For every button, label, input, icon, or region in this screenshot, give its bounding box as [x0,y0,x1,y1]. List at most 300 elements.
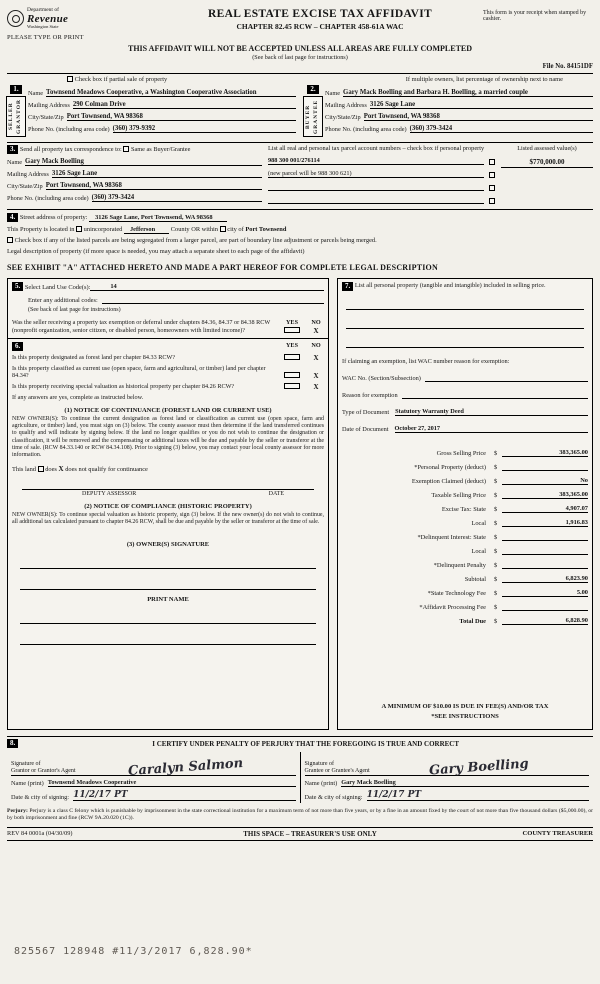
no-label-6: NO [311,341,321,349]
does-not-label: does not qualify for continuance [65,466,148,474]
corr-csz-row [7,182,262,190]
corr-address-row [7,170,262,178]
personal-property-line-3 [346,337,584,348]
q1-yes-checkbox [284,354,300,360]
owners-signature-block [12,535,324,645]
grantee-sig-label-1: Signature of [304,760,334,767]
unincorporated-label: unincorporated [83,226,123,234]
buyer-name-row [325,89,593,97]
fee-value [502,603,588,611]
fee-label: Gross Selling Price [436,450,486,458]
dollar-sign: $ [494,450,498,458]
segregated-row [7,237,593,244]
land-use-code-value: 14 [90,283,324,291]
fee-label: Exemption Claimed (deduct) [411,478,486,486]
seller-vertical-strip [6,96,25,137]
section8-badge: 8. [7,739,18,748]
revenue-logo [7,8,157,29]
forest-land-question [12,354,324,362]
parcel-row-2 [268,170,495,178]
section5-see-back: (See back of last page for instructions) [28,307,121,314]
parcel-row-1 [268,157,495,165]
parcel-numbers-column [268,145,495,204]
parcel-2-personal-checkbox [489,172,495,178]
rev-number: REV 84 0001a (04/30/09) [7,830,73,838]
grantee-sig-label-2: Grantee or Grantee's Agent [304,767,370,774]
current-use-question-text: Is this property classified as current use (open space, farm and agricultural, or timber) land per chapter 84.34? [12,364,266,380]
buyer-word: BUYER [305,104,312,129]
land-use-row [12,282,324,291]
notice2-body: NEW OWNER(S): To continue special valuation as historic property, sign (3) below. If the new owner(s) do not wish to continue, all additional tax calculated pursuant to chapter 84.26 RCW, shall be due and payable by the seller or transferor at the time of sale. [12,512,324,526]
tax-correspondence-section [7,142,593,204]
file-number: File No. 84151DF [542,63,593,70]
personal-property-line-2 [346,318,584,329]
parcel-number-4 [268,196,484,204]
doc-date-label: Date of Document [342,426,389,434]
assessed-value-header: Listed assessed value(s) [517,145,577,153]
corr-csz-label: City/State/Zip [7,183,43,191]
seller-csz-label: City/State/Zip [28,114,64,121]
fee-row-taxable [342,491,588,499]
buyer-csz-row [325,113,593,121]
street-address-label: Street address of property: [19,214,88,222]
q-yes-cell [284,327,300,335]
exemption-question-text: Was the seller receiving a property tax exemption or deferral under chapters 84.36, 84.37 or 84.38 RCW (nonprofit organization, senior citizen, or disabled person, homeowners with limited income)? [12,319,271,334]
dollar-sign: $ [494,604,498,612]
dollar-sign: $ [494,534,498,542]
dollar-sign: $ [494,464,498,472]
date-label: DATE [268,491,284,498]
q1-no-mark: X [313,353,319,362]
partial-sale-row [7,73,593,85]
city-checkbox [220,226,226,232]
personal-property-line-1 [346,299,584,310]
q3-no-mark: X [313,383,319,392]
fee-label: *Affidavit Processing Fee [419,604,486,612]
fee-row-tech-fee [342,589,588,597]
seller-side [7,85,25,137]
forest-land-cells [284,354,324,362]
land-use-section [7,278,329,339]
seller-name-label: Name [28,90,44,97]
perjury-paragraph [7,808,593,823]
section6-badge: 6. [12,342,23,351]
corr-phone-row [7,194,262,202]
doc-type-label: Type of Document [342,409,390,417]
grantee-signature: Gary Boelling [429,756,530,779]
fee-value: 383,365.00 [502,449,588,457]
doc-date-row [342,425,588,433]
fee-row-delinquent-state [342,533,588,541]
personal-property-note: List all personal property (tangible and intangible) included in selling price. [354,282,546,290]
seller-fields [25,85,296,137]
same-as-buyer-label: Same as Buyer/Grantee [130,146,191,154]
warning-line: THIS AFFIDAVIT WILL NOT BE ACCEPTED UNLESS ALL AREAS ARE FULLY COMPLETED [127,44,473,53]
owner-signature-line-1 [20,558,316,569]
continuance-line [12,465,324,473]
legal-description-note: Legal description of property (if more space is needed, you may attach a separate sheet to each page of the affidavit) [7,248,305,256]
parcel-header: List all real and personal tax parcel account numbers – check box if personal property [268,145,485,153]
doc-type-row [342,408,588,416]
seller-name-row [28,89,296,97]
header-center [157,8,483,31]
grantee-date-value: 11/2/17 PT [367,790,589,801]
fee-value: 1,916.83 [502,519,588,527]
seller-address-value: 290 Colman Drive [73,101,296,109]
yes-label: YES [285,319,299,327]
form-chapter: CHAPTER 82.45 RCW – CHAPTER 458-61A WAC [236,22,404,31]
grantor-word: GRANTOR [16,99,22,135]
does-not-mark: X [58,465,64,474]
dollar-sign: $ [494,562,498,570]
print-name-line-1 [20,613,316,624]
q2-yes-cell [284,372,300,380]
buyer-name-label: Name [325,90,341,97]
fee-row-total-due [342,617,588,625]
grantor-date-label: Date & city of signing: [11,794,70,802]
street-address-section [7,209,593,255]
dollar-sign: $ [494,576,498,584]
minimum-due-note [342,694,588,726]
seller-address-row [28,101,296,109]
q2-yes-checkbox [284,372,300,378]
fee-label: Taxable Selling Price [431,492,486,500]
fee-label: Local [471,520,486,528]
logo-text [27,8,68,29]
buyer-section [304,85,593,137]
fee-row-personal [342,463,588,471]
q2-no-mark: X [313,372,319,381]
land-use-label: Select Land Use Code(s): [24,284,91,292]
fee-label: *Delinquent Penalty [433,562,486,570]
fee-row-delinquent-local [342,547,588,555]
street-address-row [7,213,593,222]
buyer-address-value: 3126 Sage Lane [370,101,593,109]
yes-label-6: YES [285,341,299,349]
fee-value [502,533,588,541]
forest-land-answers [284,354,324,362]
unincorporated-checkbox [76,226,82,232]
grantor-signature-block [7,752,300,803]
buyer-phone-row [325,125,593,133]
fee-value [502,561,588,569]
doc-type-value: Statutory Warranty Deed [395,408,588,416]
grantee-sig-label [305,761,370,775]
city-value: Port Townsend [245,226,287,234]
historic-question-text: Is this property receiving special valuation as historical property per chapter 84.26 RCW? [12,383,235,391]
corr-name-row [7,158,262,166]
current-use-answers [284,365,324,381]
parties-block [7,85,593,137]
money-table [342,443,588,625]
grantor-date-value: 11/2/17 PT [73,790,295,801]
does-checkbox [38,466,44,472]
buyer-vertical-strip [303,96,322,137]
buyer-fields [322,85,593,137]
certification-section [7,736,593,803]
reason-label: Reason for exemption [342,392,398,400]
seller-phone-value: (360) 379-9392 [113,125,296,133]
fee-value: No [502,477,588,485]
county-value: Jefferson [124,226,169,234]
doc-date-value: October 27, 2017 [395,425,588,433]
buyer-csz-value: Port Townsend, WA 98368 [364,113,593,121]
buyer-address-label: Mailing Address [325,102,367,109]
forest-land-question-text: Is this property designated as forest land per chapter 84.33 RCW? [12,353,176,361]
exemption-question-block [12,319,324,335]
segregated-checkbox [7,237,13,243]
wac-row [342,374,588,382]
current-use-question [12,365,324,381]
left-column [7,278,329,730]
section3-badge: 3. [7,145,18,154]
buyer-phone-value: (360) 379-3424 [410,125,593,133]
exemption-note: If claiming an exemption, list WAC number reason for exemption: [342,358,510,366]
corr-address-label: Mailing Address [7,171,49,179]
right-column [337,278,593,730]
fee-row-penalty [342,561,588,569]
reason-blank [402,391,588,399]
grantee-name-label: Name (print) [304,780,338,788]
additional-codes-blank [102,296,324,304]
no-label: NO [311,319,321,327]
historic-cells [284,383,324,391]
section6-yes-no-header [284,342,324,351]
section6-top [12,342,324,351]
affidavit-form [7,8,593,841]
grantee-date-label: Date & city of signing: [304,794,363,802]
see-back-note: (See back of last page for instructions) [252,54,348,61]
buyer-name-value: Gary Mack Boelling and Barbara H. Boelling, a married couple [343,89,593,97]
yes-no-header [284,319,324,326]
notice1-body: NEW OWNER(S): To continue the current designation as forest land or classification as current use (open space, farm and agriculture, or timber) land, you must sign on (3) below. The county assessor must then determine if the land transferred continues to qualify and will indicate by signing below. If the land no longer qualifies or you do not wish to continue the designation or classification, it will be removed and the compensating or additional taxes will be due and payable by the seller or transferor at the time of sale. (RCW 84.33.140 or RCW 84.34.108). Prior to signing (3) below, you may contact your local county assessor for more information. [12,416,324,459]
notice2-title: (2) NOTICE OF COMPLIANCE (HISTORIC PROPERTY) [84,503,252,511]
corr-csz-value: Port Townsend, WA 98368 [46,182,262,190]
seller-section [7,85,296,137]
dollar-sign: $ [494,520,498,528]
parcel-4-personal-checkbox [489,198,495,204]
dollar-sign: $ [494,478,498,486]
wac-label: WAC No. (Section/Subsection) [342,375,421,383]
fee-label: Subtotal [464,576,486,584]
corr-name-label: Name [7,159,23,167]
parcel-number-2: (new parcel will be 988 300 621) [268,170,484,178]
buyer-address-row [325,101,593,109]
see-instructions-line: *SEE INSTRUCTIONS [431,713,499,721]
historic-question [12,383,324,391]
partial-sale-checkbox [67,76,73,82]
seller-csz-value: Port Townsend, WA 98368 [67,113,296,121]
assessed-value: $770,000.00 [501,158,593,168]
grantor-signature: Caralyn Salmon [127,756,244,780]
perjury-label: Perjury: [7,808,28,815]
parcel-row-4 [268,196,495,204]
grantee-name-row [305,779,590,787]
fee-value: 6,828.90 [502,617,588,625]
perjury-body: Perjury is a class C felony which is punishable by imprisonment in the state correctional institution for a maximum term of not more than five years, or by a fine in an amount fixed by the court of not more than five thousand dollars ($5,000.00), or by both imprisonment and fine (RCW 9A.20.020 (1C)). [7,808,593,822]
fee-value: 4,907.07 [502,505,588,513]
fee-row-processing-fee [342,603,588,611]
section5-answers [284,327,324,335]
assessed-value-column [501,145,593,204]
fee-label: Total Due [459,618,486,626]
logo-name: Revenue [27,12,69,25]
seller-word: SELLER [8,102,15,131]
fee-label: *Personal Property (deduct) [414,464,486,472]
corr-name-value: Gary Mack Boelling [25,158,262,166]
dollar-sign: $ [494,618,498,626]
print-name-label: PRINT NAME [147,595,189,603]
fee-row-subtotal [342,575,588,583]
notice1-title: (1) NOTICE OF CONTINUANCE (FOREST LAND OR CURRENT USE) [64,407,272,415]
footer-bar [7,827,593,841]
correspondence-fields [7,145,262,204]
fee-label: *Delinquent Interest: State [417,534,486,542]
dollar-sign: $ [494,506,498,514]
county-treasurer-label: COUNTY TREASURER [522,830,593,838]
main-columns [7,278,593,730]
dollar-sign: $ [494,548,498,556]
certify-header [7,739,593,748]
owner-signature-line-2 [20,579,316,590]
grantor-date-row [11,790,296,801]
seller-name-value: Townsend Meadows Cooperative, a Washington Cooperative Association [46,89,296,97]
grantor-name-row [11,779,296,787]
q-yes-checkbox [284,327,300,333]
historic-answers [284,383,324,391]
city-of-label: city of [227,226,244,234]
section2-badge: 2. [307,85,318,94]
buyer-csz-label: City/State/Zip [325,114,361,121]
certify-statement: I CERTIFY UNDER PENALTY OF PERJURY THAT THE FOREGOING IS TRUE AND CORRECT [152,739,460,748]
fee-label: Local [471,548,486,556]
treasurer-space-label: THIS SPACE – TREASURER'S USE ONLY [243,829,377,838]
parcel-1-personal-checkbox [489,159,495,165]
logo-dept-line: Department of [27,7,59,13]
q1-yes-cell [284,354,300,362]
property-location-row [7,226,593,233]
street-address-value: 3126 Sage Lane, Port Townsend, WA 98368 [89,214,226,222]
current-use-cells [284,372,324,380]
corr-address-value: 3126 Sage Lane [52,170,262,178]
forest-land-section [7,338,329,731]
same-as-buyer-checkbox [123,146,129,152]
parcel-number-1: 988 300 001/276114 [268,157,484,165]
form-title: REAL ESTATE EXCISE TAX AFFIDAVIT [208,8,432,20]
additional-codes-label: Enter any additional codes: [28,297,98,305]
header-left [7,8,157,41]
parcel-3-personal-checkbox [489,185,495,191]
q-no-mark: X [313,326,319,335]
additional-codes-row [28,296,324,304]
grantor-printed-name: Townsend Meadows Cooperative [48,779,296,787]
partial-sale-option [67,76,167,83]
fee-value: 6,823.90 [502,575,588,583]
fee-label: Excise Tax: State [441,506,486,514]
corr-phone-value: (360) 379-3424 [92,194,262,202]
deputy-assessor-line [22,489,314,497]
grantor-name-label: Name (print) [11,780,44,788]
fee-row-gross [342,449,588,457]
dollar-sign: $ [494,590,498,598]
q3-yes-cell [284,383,300,391]
seller-address-label: Mailing Address [28,102,70,109]
buyer-side [304,85,322,137]
send-correspondence-label: Send all property tax correspondence to: [19,146,122,154]
print-name-line-2 [20,634,316,645]
type-or-print-note: PLEASE TYPE OR PRINT [7,34,84,41]
grantor-sig-label-1: Signature of [11,760,41,767]
seller-phone-row [28,125,296,133]
reason-row [342,391,588,399]
corr-phone-label: Phone No. (including area code) [7,195,89,203]
multiple-owners-note: If multiple owners, list percentage of ownership next to name [405,76,563,83]
fee-value: 383,365.00 [502,491,588,499]
personal-property-header [342,282,588,291]
receipt-note: This form is your receipt when stamped by cashier. [483,10,587,22]
fee-row-excise-state [342,505,588,513]
buyer-phone-label: Phone No. (including area code) [325,126,407,133]
section4-badge: 4. [7,213,18,222]
dollar-sign: $ [494,492,498,500]
section7-badge: 7. [342,282,353,291]
dept-seal-icon [7,10,24,27]
exhibit-a-line: SEE EXHIBIT "A" ATTACHED HERETO AND MADE A PART HEREOF FOR COMPLETE LEGAL DESCRIPTION [7,263,438,273]
fee-value [502,547,588,555]
parcel-number-3 [268,183,484,191]
grantee-signature-row [304,754,590,779]
grantor-sig-label-2: Grantor or Grantor's Agent [11,767,76,774]
parcel-row-3 [268,183,495,191]
fee-label: *State Technology Fee [427,590,486,598]
answers-note: If any answers are yes, complete as instructed below. [12,394,144,402]
grantee-date-row [305,790,590,801]
minimum-note-line: A MINIMUM OF $10.00 IS DUE IN FEE(S) AND/OR TAX [381,703,549,711]
correspondence-header [7,145,262,154]
form-header [7,8,593,41]
owners-signature-label: (3) OWNER(S) SIGNATURE [126,540,210,548]
this-land-label: This land [12,466,36,474]
seller-phone-label: Phone No. (including area code) [28,126,110,133]
grantor-sig-label [11,761,76,775]
fee-row-excise-local [342,519,588,527]
fee-row-exemption [342,477,588,485]
cashier-validation-stamp: 825567 128948 #11/3/2017 6,828.90* [14,946,253,957]
wac-blank [425,374,588,382]
does-label: does [45,466,57,474]
q3-yes-checkbox [284,383,300,389]
fee-value: 5.00 [502,589,588,597]
grantee-printed-name: Gary Mack Boelling [341,779,589,787]
seller-csz-row [28,113,296,121]
partial-sale-label: Check box if partial sale of property [74,76,168,83]
section5-badge: 5. [12,282,23,291]
county-or-within-label: County OR within [170,226,219,234]
fee-value [502,463,588,471]
logo-subtitle: Washington State [27,23,59,29]
grantor-signature-row [11,754,296,780]
deputy-assessor-label: DEPUTY ASSESSOR [82,491,137,498]
selling-price-section [337,278,593,730]
segregated-note: Check box if any of the listed parcels are being segregated from a larger parcel, are part of boundary line adjustment or parcels being merged. [14,237,377,245]
section1-badge: 1. [10,85,21,94]
signature-columns [7,752,593,803]
grantee-word: GRANTEE [313,99,319,134]
legal-description-row [7,248,593,255]
grantee-signature-block [300,752,594,803]
located-prefix: This Property is located in [7,226,75,234]
section5-yes-no [284,319,324,335]
